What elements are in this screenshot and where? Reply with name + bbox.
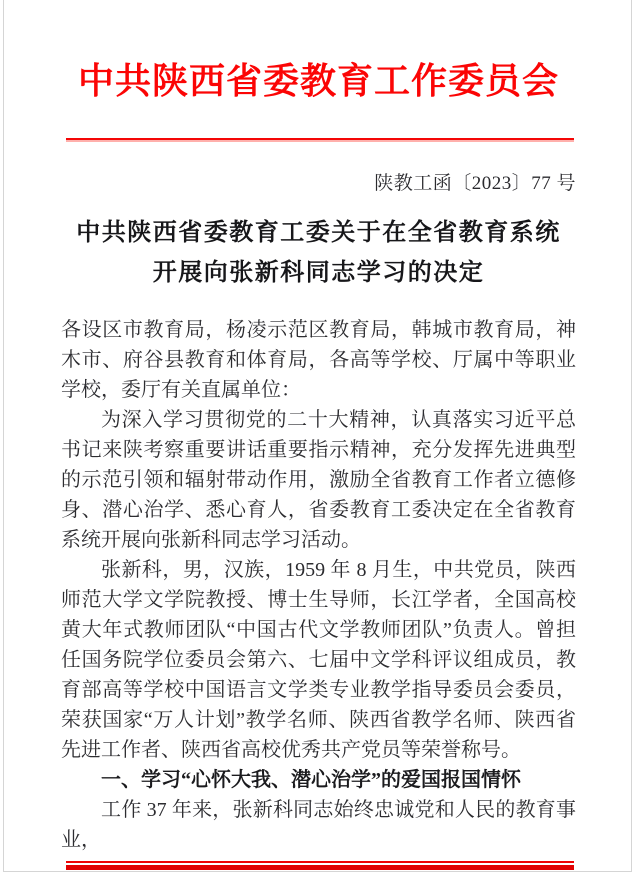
letterhead-divider	[66, 138, 574, 142]
footer-divider	[66, 861, 574, 870]
section-heading: 一、学习“心怀大我、潜心治学”的爱国报国情怀	[101, 769, 521, 791]
salutation: 各设区市教育局，杨凌示范区教育局，韩城市教育局，神木市、府谷县教育和体育局，各高等学校、厅属中等职业学校，委厅有关直属单位：	[61, 319, 576, 401]
document-number: 陕教工函〔2023〕77 号	[374, 173, 576, 194]
body-paragraph-2: 张新科，男，汉族，1959 年 8 月生，中共党员，陕西师范大学文学院教授、博士生导师，长江学者，全国高校黄大年式教师团队“中国古代文学教师团队”负责人。曾担任国务院学位委员会第六、七届中文学科评议组成员，教育部高等学校中国语言文学类专业教学指导委员会委员，荣获国家“万人计划”教学名师、陕西省教学名师、陕西省先进工作者、陕西省高校优秀共产党员等荣誉称号。	[61, 559, 576, 761]
document-title-line-1: 中共陕西省委教育工委关于在全省教育系统	[76, 220, 561, 246]
document-body	[61, 315, 576, 855]
letterhead-title: 中共陕西省委教育工作委员会	[77, 61, 559, 101]
body-paragraph-3: 工作 37 年来，张新科同志始终忠诚党和人民的教育事业，	[61, 799, 576, 851]
footer-divider-thick-line	[66, 865, 574, 870]
document-page	[3, 0, 632, 872]
document-title	[61, 213, 576, 293]
body-paragraph-1: 为深入学习贯彻党的二十大精神，认真落实习近平总书记来陕考察重要讲话重要指示精神，充分发挥先进典型的示范引领和辐射带动作用，激励全省教育工作者立德修身、潜心治学、悉心育人，省委教育工委决定在全省教育系统开展向张新科同志学习活动。	[61, 409, 576, 551]
document-title-line-2: 开展向张新科同志学习的决定	[152, 260, 485, 286]
